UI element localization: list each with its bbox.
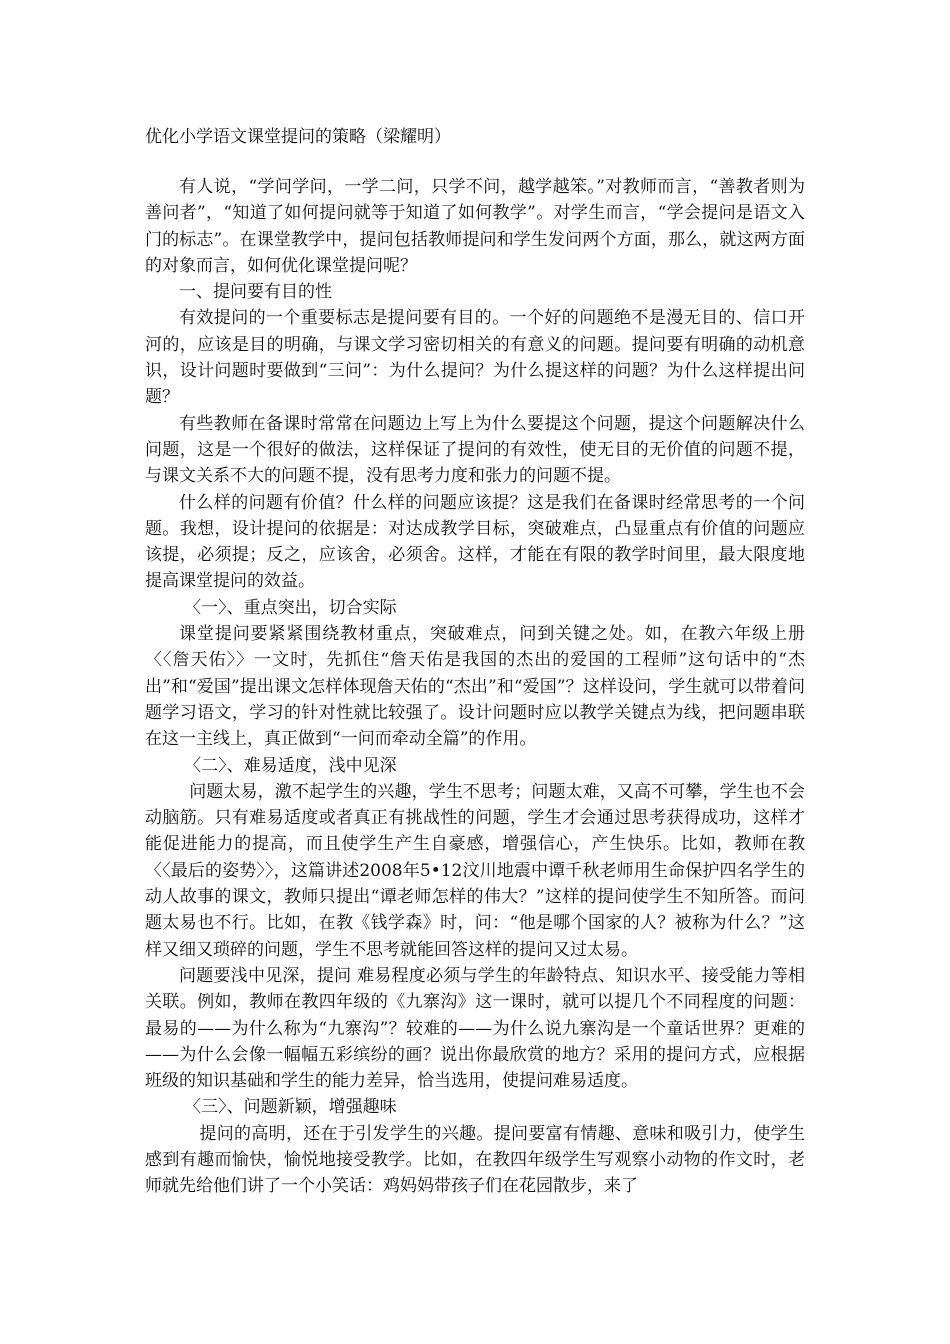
document-body (145, 174, 805, 1200)
paragraph: 有些教师在备课时常常在问题边上写上为什么要提这个问题，提这个问题解决什么问题，这是一个很好的做法，这样保证了提问的有效性，使无目的无价值的问题不提，与课文关系不大的问题不提，没有思考力度和张力的问题不提。 (145, 413, 805, 487)
paragraph: 什么样的问题有价值？什么样的问题应该提？这是我们在备课时经常思考的一个问题。我想，设计提问的依据是：对达成教学目标，突破难点，凸显重点有价值的问题应该提，必须提；反之，应该舍，必须舍。这样，才能在有限的教学时间里，最大限度地提高课堂提问的效益。 (145, 492, 805, 592)
document-title: 优化小学语文课堂提问的策略（梁耀明） (145, 127, 451, 147)
section-heading-1: 一、提问要有目的性 (179, 282, 332, 303)
paragraph: 问题太易，激不起学生的兴趣，学生不思考；问题太难，又高不可攀，学生也不会动脑筋。只有难易适度或者真正有挑战性的问题，学生才会通过思考获得成功，这样才能促进能力的提高，而且使学生产生自豪感，增强信心，产生快乐。比如，教师在教〈〈最后的姿势〉〉，这篇讲述2008年5•12汶川地震中谭千秋老师用生命保护四名学生的动人故事的课文，教师只提出“谭老师怎样的伟大？”这样的提问使学生不知所答。而问题太易也不行。比如，在教《钱学森》时，问：“他是哪个国家的人？被称为什么？”这样又细又琐碎的问题，学生不思考就能回答这样的提问又过太易。 (145, 781, 805, 960)
subsection-heading-3: 〈三〉、问题新颖，增强趣味 (184, 1097, 397, 1118)
paragraph: 提问的高明，还在于引发学生的兴趣。提问要富有情趣、意味和吸引力，使学生感到有趣而愉快，愉悦地接受教学。比如，在教四年级学生写观察小动物的作文时，老师就先给他们讲了一个小笑话：鸡妈妈带孩子们在花园散步，来了 (145, 1123, 805, 1197)
paragraph-intro: 有人说，“学问学问，一学二问，只学不问，越学越笨。”对教师而言，“善教者则为善问者”，“知道了如何提问就等于知道了如何教学”。对学生而言，“学会提问是语文入门的标志”。在课堂教学中，提问包括教师提问和学生发问两个方面，那么，就这两方面的对象而言，如何优化课堂提问呢？ (145, 177, 805, 276)
subsection-heading-1: 〈一〉、重点突出，切合实际 (184, 597, 397, 618)
subsection-heading-2: 〈二〉、难易适度，浅中见深 (184, 755, 397, 776)
paragraph: 课堂提问要紧紧围绕教材重点，突破难点，问到关键之处。如，在教六年级上册〈〈詹天佑〉〉一文时，先抓住“詹天佑是我国的杰出的爱国的工程师”这句话中的“杰出”和“爱国”提出课文怎样体现詹天佑的“杰出”和“爱国”？这样设问，学生就可以带着问题学习语文，学习的针对性就比较强了。设计问题时应以教学关键点为线，把问题串联在这一主线上，真正做到“一问而牵动全篇”的作用。 (145, 624, 805, 750)
paragraph: 问题要浅中见深，提问 难易程度必须与学生的年龄特点、知识水平、接受能力等相关联。例如，教师在教四年级的《九寨沟》这一课时，就可以提几个不同程度的问题：最易的——为什么称为“九寨沟”？较难的——为什么说九寨沟是一个童话世界？更难的——为什么会像一幅幅五彩缤纷的画？说出你最欣赏的地方？采用的提问方式，应根据班级的知识基础和学生的能力差异，恰当选用，使提问难易适度。 (145, 965, 805, 1092)
paragraph: 有效提问的一个重要标志是提问要有目的。一个好的问题绝不是漫无目的、信口开河的，应该是目的明确，与课文学习密切相关的有意义的问题。提问要有明确的动机意识，设计问题时要做到“三问”：为什么提问？为什么提这样的问题？为什么这样提出问题？ (145, 308, 805, 408)
